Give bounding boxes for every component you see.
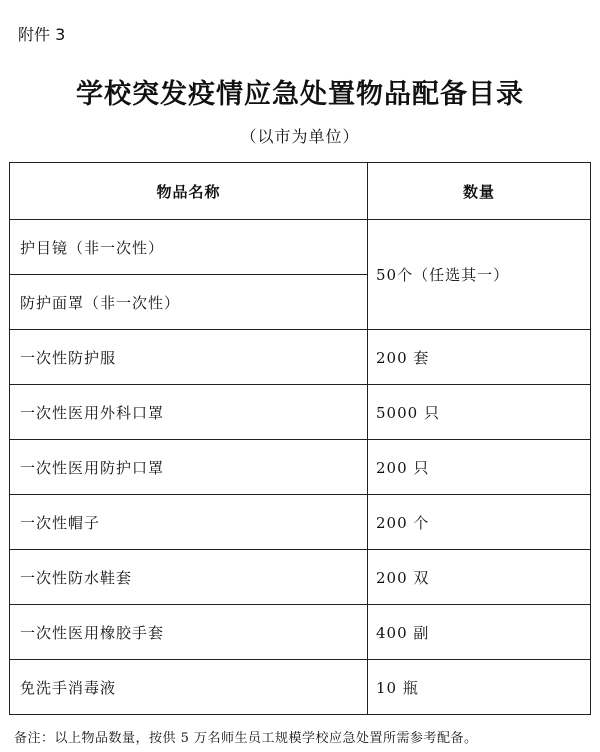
item-quantity: 50个（任选其一）	[368, 220, 591, 330]
table-row	[10, 550, 591, 605]
table-row	[10, 385, 591, 440]
table-row	[10, 220, 591, 275]
item-name: 防护面罩（非一次性）	[10, 275, 368, 330]
table-row	[10, 605, 591, 660]
item-name: 一次性防水鞋套	[10, 550, 368, 605]
item-quantity: 200 个	[368, 495, 591, 550]
item-quantity: 10 瓶	[368, 660, 591, 715]
attachment-label: 附件 3	[18, 25, 66, 44]
item-quantity: 200 只	[368, 440, 591, 495]
items-table	[9, 162, 591, 715]
document-subtitle: （以市为单位）	[240, 127, 360, 146]
item-name: 一次性医用橡胶手套	[10, 605, 368, 660]
footnote: 备注：以上物品数量，按供 5 万名师生员工规模学校应急处置所需参考配备。	[14, 731, 478, 746]
item-name: 一次性医用外科口罩	[10, 385, 368, 440]
item-name: 一次性帽子	[10, 495, 368, 550]
table-row	[10, 495, 591, 550]
item-name: 护目镜（非一次性）	[10, 220, 368, 275]
item-name: 一次性防护服	[10, 330, 368, 385]
document-title: 学校突发疫情应急处置物品配备目录	[76, 79, 524, 110]
header-quantity: 数量	[368, 163, 591, 220]
table-row	[10, 440, 591, 495]
table-row	[10, 660, 591, 715]
item-quantity: 400 副	[368, 605, 591, 660]
item-name: 一次性医用防护口罩	[10, 440, 368, 495]
item-name: 免洗手消毒液	[10, 660, 368, 715]
item-quantity: 5000 只	[368, 385, 591, 440]
table-row	[10, 330, 591, 385]
table-header-row	[10, 163, 591, 220]
item-quantity: 200 双	[368, 550, 591, 605]
header-item-name: 物品名称	[10, 163, 368, 220]
item-quantity: 200 套	[368, 330, 591, 385]
